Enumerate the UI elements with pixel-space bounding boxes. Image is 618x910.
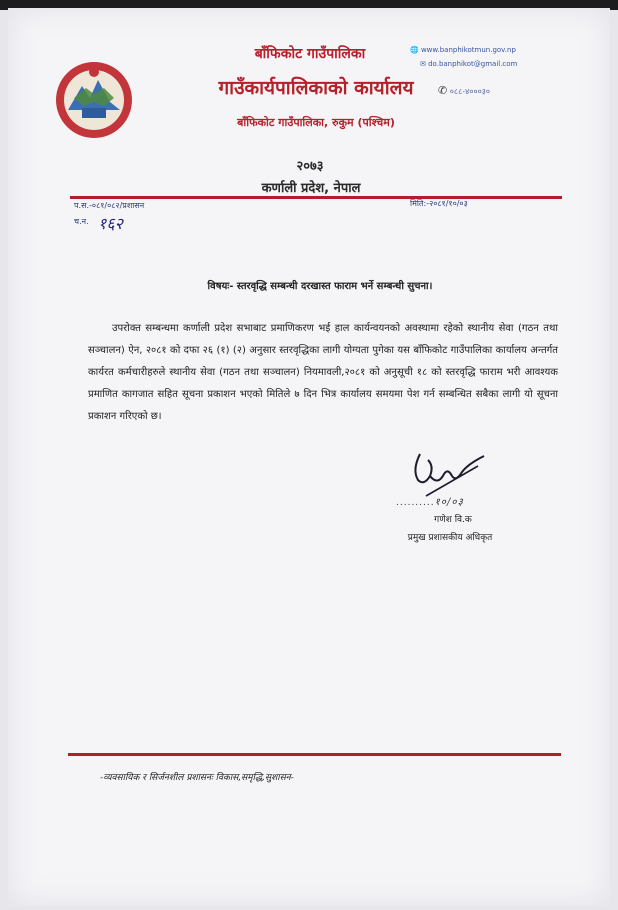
phone-text: ०८८-४०००३० xyxy=(449,87,491,96)
website-line xyxy=(410,46,516,54)
dispatch-label: च.न. xyxy=(74,217,89,226)
signature-dots: .......... xyxy=(396,498,435,508)
email-line xyxy=(420,60,517,68)
letter-date: मिति:-२०८१/१०/०३ xyxy=(410,199,468,208)
notice-body: उपरोक्त सम्बन्धमा कर्णाली प्रदेश सभाबाट प्रमाणिकरण भई हाल कार्यन्वयनको अवस्थामा रहेको स्थानीय सेवा (गठन तथा सञ्चालन) ऐन, २०८१ को दफा २६ (१) (२) अनुसार स्तरवृद्धिका लागी योग्यता पुगेका यस बाँफिकोट गाउँपालिका कार्यालय अन्तर्गत कार्यरत कर्मचारीहरुले स्थानीय सेवा (गठन तथा सञ्चालन) नियमावली,२०८१ को अनुसूची १८ को स्तरवृद्धि फाराम भरी आवश्यक प्रमाणित कागजात सहित सूचना प्रकाशन भएको मितिले ७ दिन भित्र कार्यालय समयमा पेश गर्न सम्बन्धित सबैका लागी यो सूचना प्रकाशन गरिएको छ। xyxy=(88,323,558,422)
municipality-name: बाँफिकोट गाउँपालिका xyxy=(254,46,366,62)
office-address: बाँफिकोट गाउँपालिका, रुकुम (पश्चिम) xyxy=(237,116,395,129)
footer-motto: -व्यवसायिक र सिर्जनशील प्रशासनः विकास,समृद्धि,सुशासन- xyxy=(100,773,294,783)
dispatch-number: १६२ xyxy=(98,214,123,233)
letter-reference: प.स.-०८१/०८२/प्रशासन xyxy=(74,201,145,210)
email-text: do.banphikot@gmail.com xyxy=(428,60,518,68)
signatory-title: प्रमुख प्रशासकीय अधिकृत xyxy=(407,533,493,543)
province-line: कर्णाली प्रदेश, नेपाल xyxy=(261,181,361,196)
notice-subject: विषयः- स्तरवृद्धि सम्बन्धी दरखास्त फाराम भर्ने सम्बन्धी सुचना। xyxy=(207,281,433,292)
header-divider xyxy=(70,196,562,199)
phone-icon: ✆ xyxy=(438,84,448,97)
globe-icon: 🌐 xyxy=(410,46,419,54)
website-text: www.banphikotmun.gov.np xyxy=(420,46,516,54)
nepal-government-emblem-icon xyxy=(52,58,136,142)
phone-line xyxy=(438,84,490,97)
signatory-name: गणेश वि.क xyxy=(434,515,472,525)
footer-divider xyxy=(68,753,561,756)
established-year: २०७३ xyxy=(296,159,324,174)
office-title: गाउँकार्यपालिकाको कार्यालय xyxy=(218,77,414,99)
signature-date: १०/०३ xyxy=(434,497,464,508)
signature-line xyxy=(396,494,464,508)
mail-icon: ✉ xyxy=(420,60,426,68)
